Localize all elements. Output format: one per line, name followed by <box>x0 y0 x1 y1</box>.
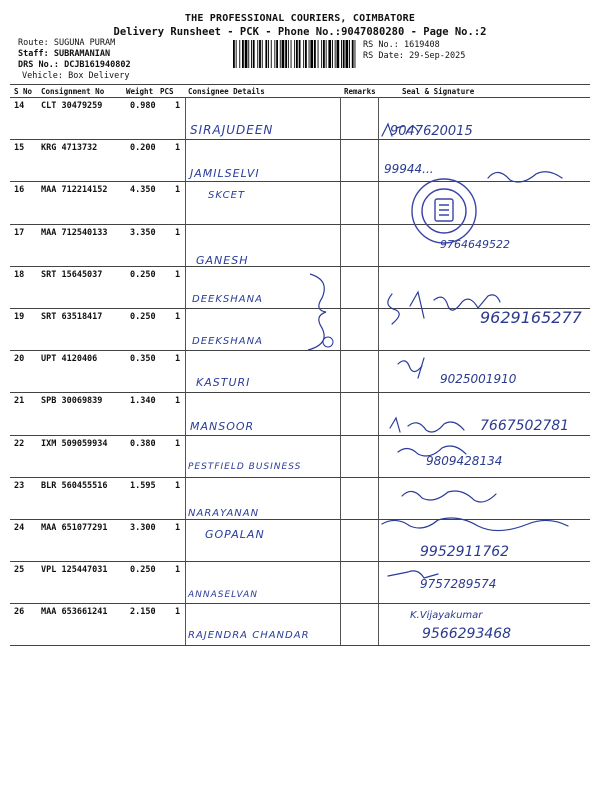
row-consignment-no: MAA 653661241 <box>41 607 108 618</box>
barcode-bar <box>337 40 340 68</box>
row-weight: 0.380 <box>130 438 156 449</box>
row-weight: 4.350 <box>130 185 156 196</box>
barcode-bar <box>259 40 261 68</box>
staff-line: Staff: SUBRAMANIAN <box>18 49 111 59</box>
row-weight: 3.350 <box>130 227 156 238</box>
barcode-bar <box>276 40 278 68</box>
row-pcs: 1 <box>175 312 181 322</box>
barcode-bar <box>341 40 342 68</box>
barcode-bar <box>346 40 349 68</box>
route-value: SUGUNA PURAM <box>53 38 116 48</box>
sig-15: 99944... <box>384 162 434 176</box>
row-consignment-no: KRG 4713732 <box>41 143 98 154</box>
barcode-bar <box>305 40 307 68</box>
staff-value: SUBRAMANIAN <box>53 49 111 59</box>
col-pcs: PCS <box>160 87 174 96</box>
row-weight: 0.350 <box>130 354 156 365</box>
col-consignee: Consignee Details <box>188 87 265 96</box>
col-divider-consignee <box>185 97 186 645</box>
table-bottom-rule <box>10 645 590 646</box>
row-sno: 14 <box>14 101 25 111</box>
barcode-bar <box>309 40 310 68</box>
row-weight: 0.250 <box>130 312 156 322</box>
row-sno: 23 <box>14 480 25 491</box>
row-sno: 20 <box>14 354 25 365</box>
row-consignment-no: SRT 15645037 <box>41 269 103 280</box>
hw-consignee-26: RAJENDRA CHANDAR <box>188 630 310 641</box>
row-weight: 1.340 <box>130 396 156 407</box>
row-sno: 16 <box>14 185 25 196</box>
company-title: THE PROFESSIONAL COURIERS, COIMBATORE <box>184 13 416 24</box>
row-weight: 0.250 <box>130 565 156 576</box>
barcode-bar <box>296 40 298 68</box>
row-consignment-no: BLR 560455516 <box>41 480 108 491</box>
row-pcs: 1 <box>175 185 181 196</box>
row-sno: 18 <box>14 269 25 280</box>
vehicle-value: Box Delivery <box>68 71 130 81</box>
col-weight: Weight <box>126 87 154 96</box>
row-weight: 1.595 <box>130 480 156 491</box>
barcode-bar <box>242 40 244 68</box>
barcode-bar <box>326 40 327 68</box>
barcode-bar <box>268 40 269 68</box>
row-weight: 0.250 <box>130 269 156 280</box>
table-top-rule <box>10 84 590 85</box>
hw-consignee-14: SIRAJUDEEN <box>190 123 274 137</box>
row-pcs: 1 <box>175 101 181 111</box>
sig-22: 9809428134 <box>426 454 503 468</box>
runsheet-title: Delivery Runsheet - PCK - Phone No.:9047080280 - Page No.:2 <box>113 26 487 38</box>
sig-26-name: K.Vijayakumar <box>410 610 483 621</box>
barcode-bar <box>248 40 249 68</box>
barcode-bar <box>282 40 285 68</box>
row-consignment-no: SRT 63518417 <box>41 312 103 322</box>
hw-consignee-18: DEEKSHANA <box>192 294 263 305</box>
row-sno: 22 <box>14 438 25 449</box>
row-consignment-no: CLT 30479259 <box>41 101 103 111</box>
barcode-bar <box>280 40 281 68</box>
route-line: Route: SUGUNA PURAM <box>18 38 116 48</box>
row-consignment-no: MAA 712214152 <box>41 185 108 196</box>
row-consignment-no: VPL 125447031 <box>41 565 108 576</box>
row-pcs: 1 <box>175 438 181 449</box>
barcode-bar <box>274 40 275 68</box>
row-pcs: 1 <box>175 607 181 618</box>
barcode-bar <box>271 40 272 68</box>
barcode-bar <box>303 40 304 68</box>
sig-21: 7667502781 <box>480 418 570 434</box>
barcode-bar <box>349 40 350 68</box>
barcode-bar <box>328 40 331 68</box>
hw-consignee-25: ANNASELVAN <box>188 590 258 600</box>
col-divider-remarks <box>340 97 341 645</box>
barcode-bar <box>294 40 295 68</box>
row-pcs: 1 <box>175 565 181 576</box>
barcode-bar <box>245 40 248 68</box>
barcode-bar <box>239 40 240 68</box>
hw-consignee-22: PESTFIELD BUSINESS <box>188 462 302 472</box>
row-pcs: 1 <box>175 523 181 533</box>
col-remarks: Remarks <box>344 87 376 96</box>
barcode-bar <box>251 40 252 68</box>
sig-25: 9757289574 <box>420 577 497 591</box>
row-weight: 0.980 <box>130 101 156 111</box>
row-consignment-no: IXM 509059934 <box>41 438 108 449</box>
row-weight: 3.300 <box>130 523 156 533</box>
hw-consignee-24: GOPALAN <box>205 528 265 541</box>
row-sno: 26 <box>14 607 25 618</box>
row-sno: 24 <box>14 523 25 533</box>
barcode-bar <box>323 40 325 68</box>
row-weight: 2.150 <box>130 607 156 618</box>
barcode-bar <box>318 40 319 68</box>
hw-consignee-20: KASTURI <box>196 376 251 389</box>
sig-19: 9629165277 <box>480 308 582 327</box>
barcode-bar <box>299 40 301 68</box>
hw-consignee-19: DEEKSHANA <box>192 336 263 347</box>
row-sno: 21 <box>14 396 25 407</box>
hw-consignee-17: GANESH <box>196 254 249 267</box>
vehicle-line: Vehicle: Box Delivery <box>22 71 130 81</box>
drs-line: DRS No.: DCJB161940802 <box>18 60 131 70</box>
barcode-bar <box>332 40 333 68</box>
col-consignment: Consignment No <box>41 87 105 96</box>
barcode <box>233 40 358 68</box>
barcode-bar <box>253 40 255 68</box>
row-pcs: 1 <box>175 480 181 491</box>
barcode-bar <box>310 40 313 68</box>
barcode-bar <box>288 40 289 68</box>
row-pcs: 1 <box>175 354 181 365</box>
row-pcs: 1 <box>175 396 181 407</box>
row-pcs: 1 <box>175 269 181 280</box>
barcode-bar <box>233 40 235 68</box>
row-pcs: 1 <box>175 227 181 238</box>
sig-14: 9047620015 <box>390 124 473 139</box>
bracket-mark <box>300 272 340 352</box>
sig-20: 9025001910 <box>440 372 517 386</box>
barcode-bar <box>352 40 354 68</box>
row-consignment-no: MAA 712540133 <box>41 227 108 238</box>
barcode-bar <box>335 40 336 68</box>
row-sno: 17 <box>14 227 25 238</box>
col-sno: S No <box>14 87 33 96</box>
barcode-bar <box>321 40 322 68</box>
sig-17: 9764649522 <box>440 238 510 251</box>
sig-26: 9566293468 <box>422 626 512 642</box>
row-weight: 0.200 <box>130 143 156 154</box>
row-sno: 15 <box>14 143 25 154</box>
row-consignment-no: MAA 651077291 <box>41 523 108 533</box>
barcode-bar <box>262 40 263 68</box>
drs-value: DCJB161940802 <box>64 60 131 70</box>
rs-info <box>363 40 465 62</box>
row-sno: 25 <box>14 565 25 576</box>
barcode-bar <box>285 40 287 68</box>
hw-consignee-15b: SKCET <box>208 190 246 201</box>
barcode-bar <box>236 40 237 68</box>
hw-consignee-23: NARAYANAN <box>188 508 260 519</box>
barcode-bar <box>343 40 345 68</box>
sig-24: 9952911762 <box>420 544 510 560</box>
row-sno: 19 <box>14 312 25 322</box>
barcode-bar <box>291 40 292 68</box>
hw-consignee-21: MANSOOR <box>190 420 255 433</box>
barcode-bar <box>314 40 316 68</box>
row-consignment-no: UPT 4120406 <box>41 354 98 365</box>
row-consignment-no: SPB 30069839 <box>41 396 103 407</box>
barcode-bar <box>257 40 258 68</box>
seal-stamp-icon <box>408 175 480 247</box>
barcode-bar <box>265 40 267 68</box>
hw-consignee-15: JAMILSELVI <box>190 167 260 180</box>
col-seal: Seal & Signature <box>402 87 475 96</box>
row-pcs: 1 <box>175 143 181 154</box>
rs-no-line: RS No.: 1619408 <box>363 40 440 50</box>
rs-date-line: RS Date: 29-Sep-2025 <box>363 51 466 61</box>
barcode-bar <box>355 40 356 68</box>
